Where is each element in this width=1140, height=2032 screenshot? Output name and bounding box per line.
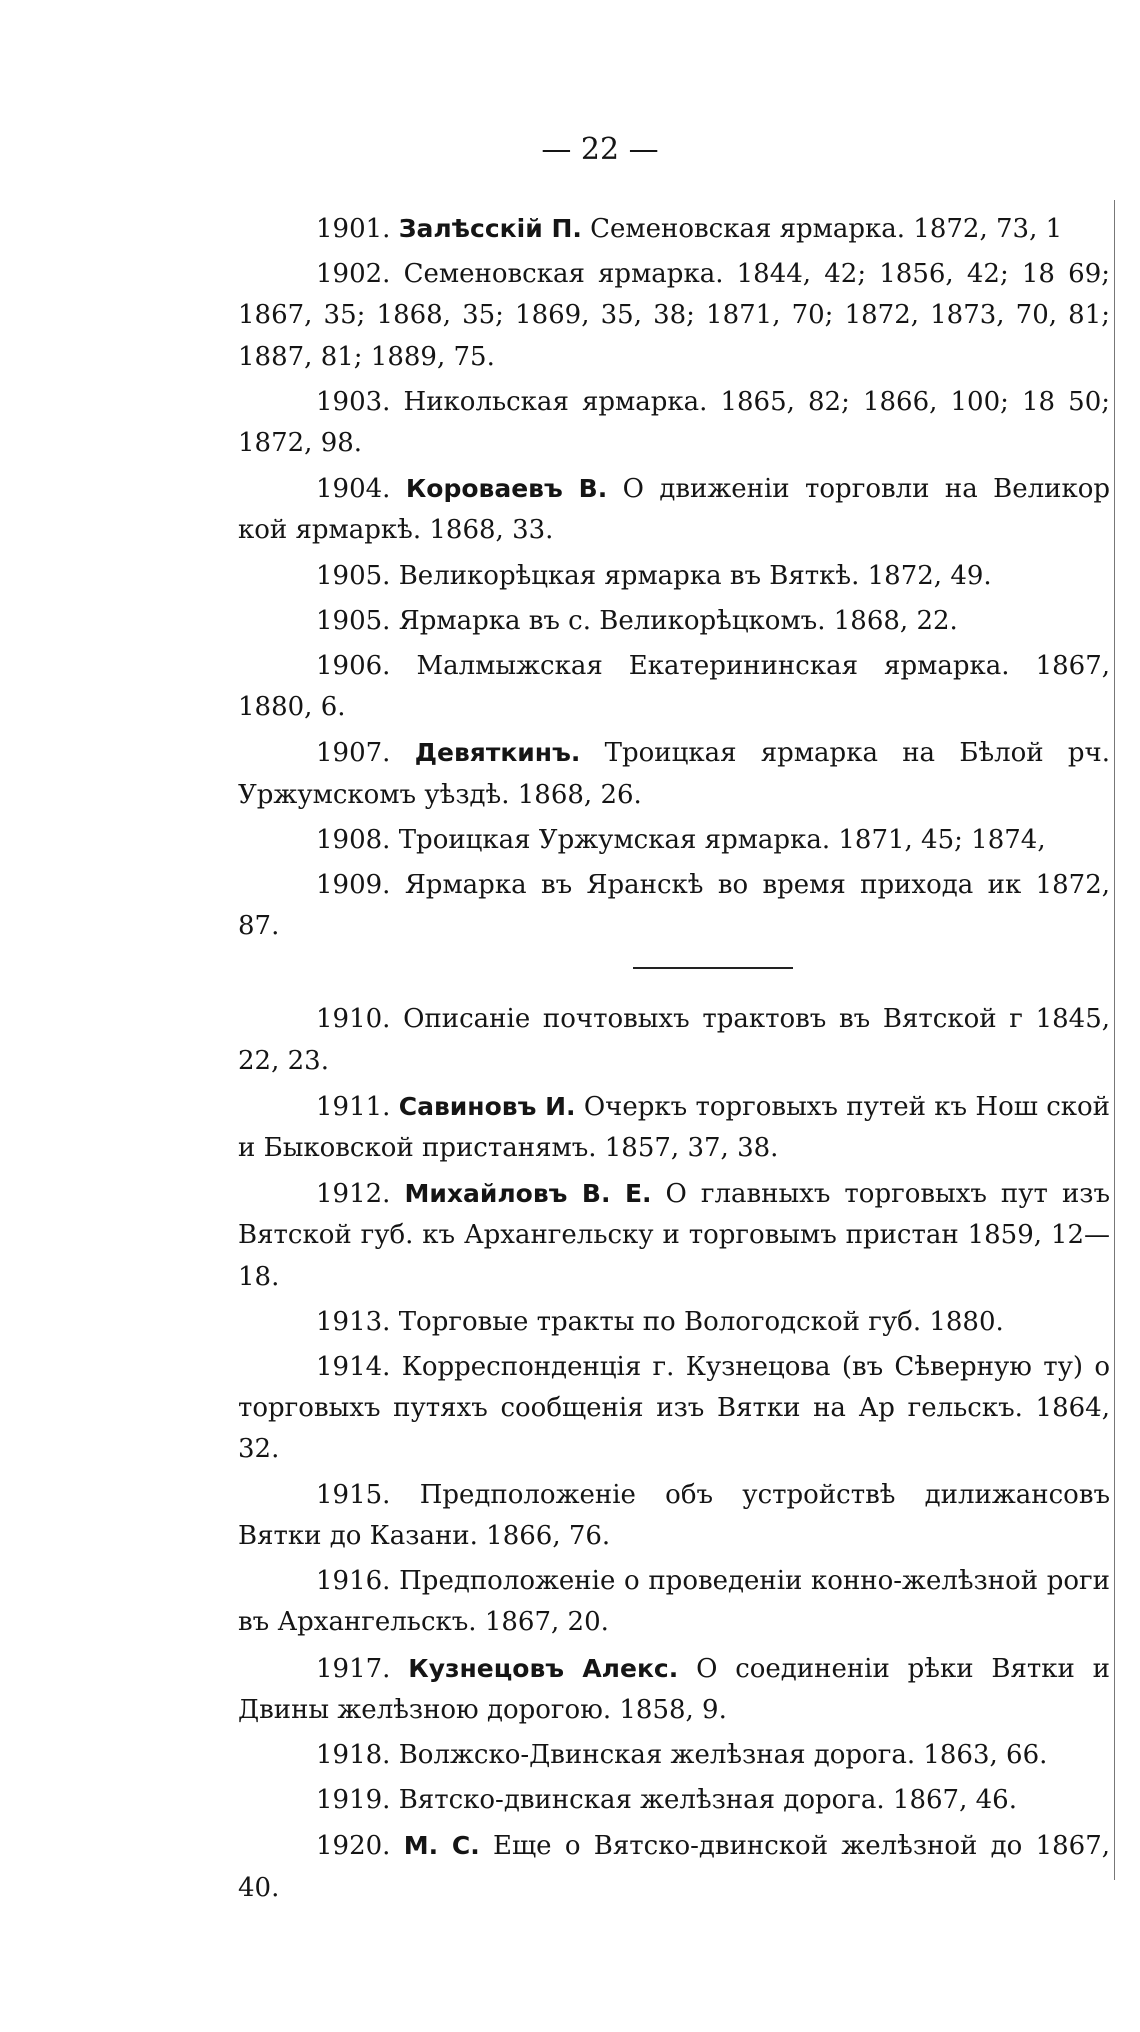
entry-text: Троицкая Уржумская ярмарка. 1871, 45; 1874,	[398, 824, 1046, 855]
entry-text: Никольская ярмарка. 1865, 82; 1866, 100; 18 50; 1872, 98.	[238, 386, 1110, 459]
bibliography-entry	[238, 1561, 1110, 1643]
entry-number: 1905.	[316, 605, 391, 636]
entry-text: Ярмарка въ с. Великорѣцкомъ. 1868, 22.	[398, 605, 958, 636]
entry-number: 1915.	[316, 1479, 391, 1510]
entry-number: 1916.	[316, 1566, 391, 1597]
entry-number: 1904.	[316, 474, 391, 505]
entry-number: 1902.	[316, 259, 391, 290]
bibliography-entry	[238, 1302, 1110, 1343]
entry-number: 1913.	[316, 1306, 391, 1337]
bibliography-entry	[238, 382, 1110, 464]
entry-number: 1919.	[316, 1785, 391, 1816]
bibliography-entry	[238, 1735, 1110, 1776]
bibliography-entry	[238, 820, 1110, 861]
bibliography-list	[238, 208, 1110, 1913]
section-divider	[633, 967, 793, 969]
entry-number: 1903.	[316, 386, 391, 417]
page-edge-line	[1114, 200, 1115, 1880]
entry-text: Предположеніе объ устройствѣ дилижансовъ Вятки до Казани. 1866, 76.	[238, 1479, 1110, 1551]
entry-text: Троицкая ярмарка на Бѣлой рч. Уржумскомъ уѣздѣ. 1868, 26.	[238, 738, 1111, 810]
entry-text: Семеновская ярмарка. 1844, 42; 1856, 42; 18 69; 1867, 35; 1868, 35; 1869, 35, 38; 1871, 70; 1872, 1873, 70, 81; 1887, 81; 1889, 75.	[238, 259, 1110, 372]
entry-author: Девяткинъ.	[414, 738, 581, 768]
bibliography-entry	[238, 1825, 1110, 1908]
bibliography-entry	[238, 1475, 1110, 1557]
entry-text: Ярмарка въ Яранскѣ во время прихода ик 1872, 87.	[238, 870, 1111, 942]
entry-number: 1905.	[316, 560, 391, 591]
entry-author: М. С.	[403, 1831, 480, 1861]
entry-number: 1901.	[316, 214, 391, 244]
entry-number: 1917.	[316, 1653, 391, 1684]
entry-text: Предположеніе о проведеніи конно-желѣзной роги въ Архангельскъ. 1867, 20.	[238, 1566, 1110, 1638]
entry-text: Великорѣцкая ярмарка въ Вяткѣ. 1872, 49.	[398, 560, 992, 591]
bibliography-entry	[238, 1086, 1110, 1169]
entry-number: 1911.	[316, 1091, 391, 1122]
entry-text: Малмыжская Екатерининская ярмарка. 1867, 1880, 6.	[238, 651, 1111, 723]
entry-text: О соединеніи рѣки Вятки и Двины желѣзною дорогою. 1858, 9.	[238, 1653, 1110, 1725]
bibliography-entry	[238, 468, 1110, 551]
entry-number: 1909.	[316, 870, 391, 901]
entry-number: 1908.	[316, 824, 391, 855]
bibliography-entry	[238, 732, 1110, 815]
entry-text: Корреспонденція г. Кузнецова (въ Сѣверную ту) о торговыхъ путяхъ сообщенія изъ Вятки на Ар гельскъ. 1864, 32.	[238, 1352, 1111, 1465]
entry-text: Волжско-Двинская желѣзная дорога. 1863, 66.	[398, 1739, 1048, 1770]
entry-text: О движеніи торговли на Великор кой ярмаркѣ. 1868, 33.	[238, 474, 1110, 546]
bibliography-entry	[238, 254, 1110, 378]
entry-author: Савиновъ И.	[398, 1091, 576, 1121]
entry-text: Еще о Вятско-двинской желѣзной до 1867, 40.	[238, 1831, 1110, 1903]
entry-text: Описаніе почтовыхъ трактовъ въ Вятской г 1845, 22, 23.	[238, 1004, 1111, 1076]
entry-author: Михайловъ В. Е.	[404, 1179, 652, 1209]
entry-number: 1918.	[316, 1739, 391, 1770]
entry-text: Торговые тракты по Вологодской губ. 1880.	[398, 1306, 1004, 1337]
entry-text: Семеновская ярмарка. 1872, 73, 1	[590, 214, 1063, 244]
entry-author: Короваевъ В.	[405, 474, 608, 504]
bibliography-entry	[238, 556, 1110, 597]
bibliography-entry	[238, 646, 1110, 728]
section-roads	[238, 999, 1110, 1908]
entry-author: Кузнецовъ Алекс.	[408, 1653, 679, 1683]
bibliography-entry	[238, 865, 1110, 947]
bibliography-entry	[238, 208, 1110, 250]
entry-text: О главныхъ торговыхъ пут изъ Вятской губ. къ Архангельску и торговымъ пристан 1859, 12—18.	[238, 1179, 1111, 1292]
entry-author: Залѣсскій П.	[398, 214, 582, 243]
entry-number: 1914.	[316, 1352, 391, 1383]
entry-number: 1906.	[316, 651, 391, 682]
page-number: — 22 —	[541, 132, 659, 167]
bibliography-entry	[238, 1780, 1110, 1821]
section-fairs	[238, 208, 1110, 947]
bibliography-entry	[238, 999, 1110, 1081]
entry-text: Очеркъ торговыхъ путей къ Нош ской и Быковской пристанямъ. 1857, 37, 38.	[238, 1091, 1111, 1164]
bibliography-entry	[238, 1648, 1110, 1731]
bibliography-entry	[238, 1347, 1110, 1471]
bibliography-entry	[238, 1173, 1110, 1298]
bibliography-entry	[238, 601, 1110, 642]
entry-number: 1910.	[316, 1004, 391, 1035]
entry-number: 1912.	[316, 1179, 391, 1210]
entry-number: 1907.	[316, 738, 391, 769]
entry-text: Вятско-двинская желѣзная дорога. 1867, 46.	[398, 1785, 1017, 1816]
entry-number: 1920.	[316, 1831, 391, 1862]
